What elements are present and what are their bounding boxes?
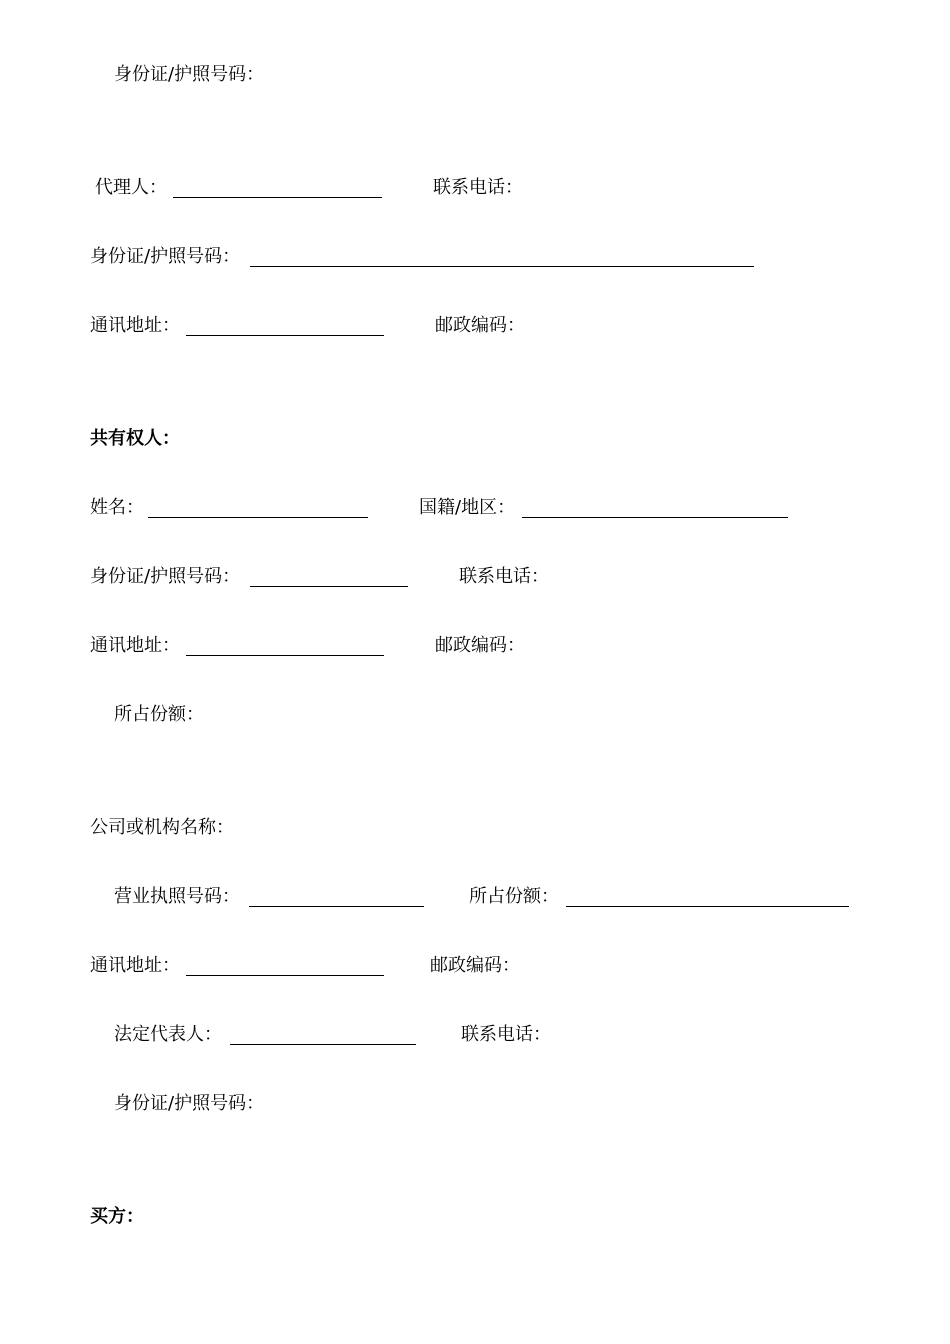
co-nationality-label: 国籍/地区：	[419, 497, 516, 518]
agent-label: 代理人：	[95, 177, 167, 198]
legal-rep-id-passport-label: 身份证/护照号码：	[114, 1093, 265, 1114]
co-share-label: 所占份额：	[114, 704, 204, 725]
company-name-label: 公司或机构名称：	[90, 817, 234, 838]
agent-id-passport-label: 身份证/护照号码：	[90, 246, 241, 267]
company-address-label: 通讯地址：	[90, 955, 180, 976]
co-owner-heading: 共有权人：	[90, 428, 180, 449]
business-license-label: 营业执照号码：	[114, 886, 240, 907]
agent-address-field-line[interactable]	[186, 335, 384, 336]
legal-rep-field-line[interactable]	[230, 1044, 416, 1045]
company-share-label: 所占份额：	[469, 886, 559, 907]
co-id-passport-field-line[interactable]	[250, 586, 408, 587]
agent-postcode-label: 邮政编码：	[435, 315, 525, 336]
co-name-label: 姓名：	[90, 497, 144, 518]
agent-address-label: 通讯地址：	[90, 315, 180, 336]
id-passport-label: 身份证/护照号码：	[114, 64, 265, 85]
co-nationality-field-line[interactable]	[522, 517, 788, 518]
co-address-label: 通讯地址：	[90, 635, 180, 656]
co-postcode-label: 邮政编码：	[435, 635, 525, 656]
co-phone-label: 联系电话：	[459, 566, 549, 587]
co-id-passport-label: 身份证/护照号码：	[90, 566, 241, 587]
co-address-field-line[interactable]	[186, 655, 384, 656]
agent-phone-label: 联系电话：	[433, 177, 523, 198]
business-license-field-line[interactable]	[249, 906, 424, 907]
company-address-field-line[interactable]	[186, 975, 384, 976]
company-postcode-label: 邮政编码：	[430, 955, 520, 976]
legal-rep-label: 法定代表人：	[114, 1024, 222, 1045]
agent-field-line[interactable]	[173, 197, 382, 198]
agent-id-passport-field-line[interactable]	[250, 266, 754, 267]
co-name-field-line[interactable]	[148, 517, 368, 518]
buyer-heading: 买方：	[90, 1206, 144, 1227]
company-share-field-line[interactable]	[566, 906, 849, 907]
legal-rep-phone-label: 联系电话：	[461, 1024, 551, 1045]
